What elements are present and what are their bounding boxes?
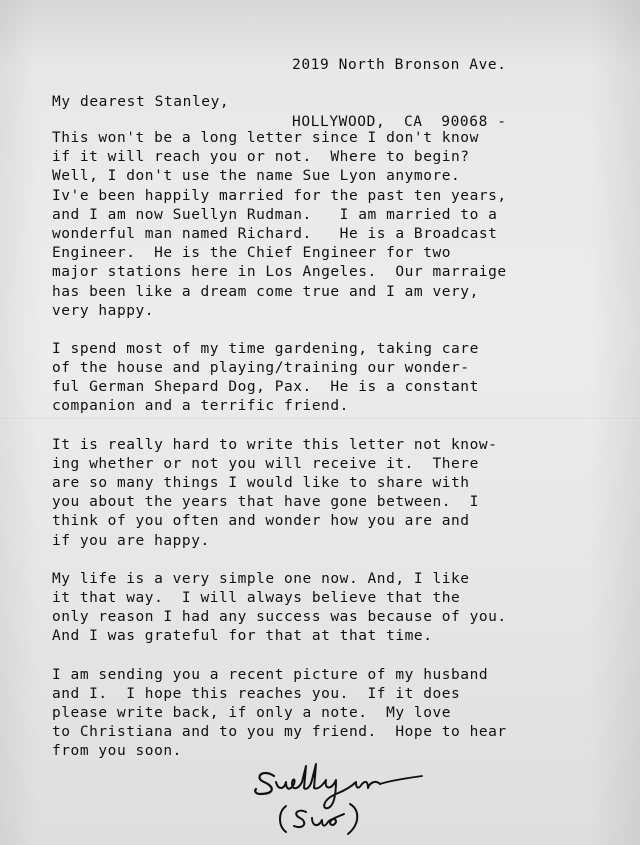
- text-line: ful German Shepard Dog, Pax. He is a constant: [52, 379, 479, 396]
- text-line: I am sending you a recent picture of my husband: [52, 666, 489, 683]
- text-line: companion and a terrific friend.: [52, 398, 349, 415]
- text-line: to Christiana and to you my friend. Hope to hear: [52, 724, 507, 741]
- text-line: of the house and playing/training our wonder-: [52, 360, 470, 377]
- text-line: has been like a dream come true and I am very,: [52, 283, 479, 300]
- text-line: if you are happy.: [52, 532, 210, 549]
- paragraph: [52, 666, 627, 762]
- paragraph: [52, 129, 627, 321]
- handwritten-signature: [252, 760, 432, 840]
- paragraph: [52, 570, 627, 647]
- text-line: are so many things I would like to share with: [52, 475, 470, 491]
- text-line: please write back, if only a note. My love: [52, 704, 452, 721]
- salutation: My dearest Stanley,: [52, 94, 230, 110]
- text-line: and I. I hope this reaches you. If it does: [52, 685, 461, 702]
- text-line: you about the years that have gone between. I: [52, 494, 479, 511]
- text-line: very happy.: [52, 302, 155, 319]
- text-line: only reason I had any success was because of you.: [52, 609, 507, 626]
- paragraph: [52, 436, 627, 551]
- address-city-line: HOLLYWOOD, CA 90068 -: [292, 114, 507, 130]
- text-line: Iv'e been happily married for the past ten years,: [52, 187, 507, 204]
- text-line: ing whether or not you will receive it. There: [52, 455, 479, 472]
- text-line: and I am now Suellyn Rudman. I am married to a: [52, 206, 498, 223]
- paragraph: [52, 340, 627, 417]
- text-line: if it will reach you or not. Where to begin?: [52, 149, 470, 166]
- text-line: It is really hard to write this letter not know-: [52, 436, 498, 453]
- text-line: major stations here in Los Angeles. Our marraige: [52, 264, 507, 281]
- text-line: wonderful man named Richard. He is a Broadcast: [52, 225, 498, 242]
- letter-body: [52, 129, 627, 780]
- text-line: And I was grateful for that at that time.: [52, 628, 433, 645]
- text-line: This won't be a long letter since I don't know: [52, 130, 479, 146]
- text-line: think of you often and wonder how you are and: [52, 513, 470, 530]
- text-line: it that way. I will always believe that the: [52, 589, 461, 606]
- text-line: I spend most of my time gardening, taking care: [52, 340, 479, 357]
- address-street: 2019 North Bronson Ave.: [292, 57, 507, 73]
- text-line: from you soon.: [52, 743, 182, 760]
- text-line: My life is a very simple one now. And, I like: [52, 570, 470, 587]
- signature-graphic: [252, 760, 432, 840]
- text-line: Engineer. He is the Chief Engineer for two: [52, 245, 452, 262]
- text-line: Well, I don't use the name Sue Lyon anymore.: [52, 168, 461, 185]
